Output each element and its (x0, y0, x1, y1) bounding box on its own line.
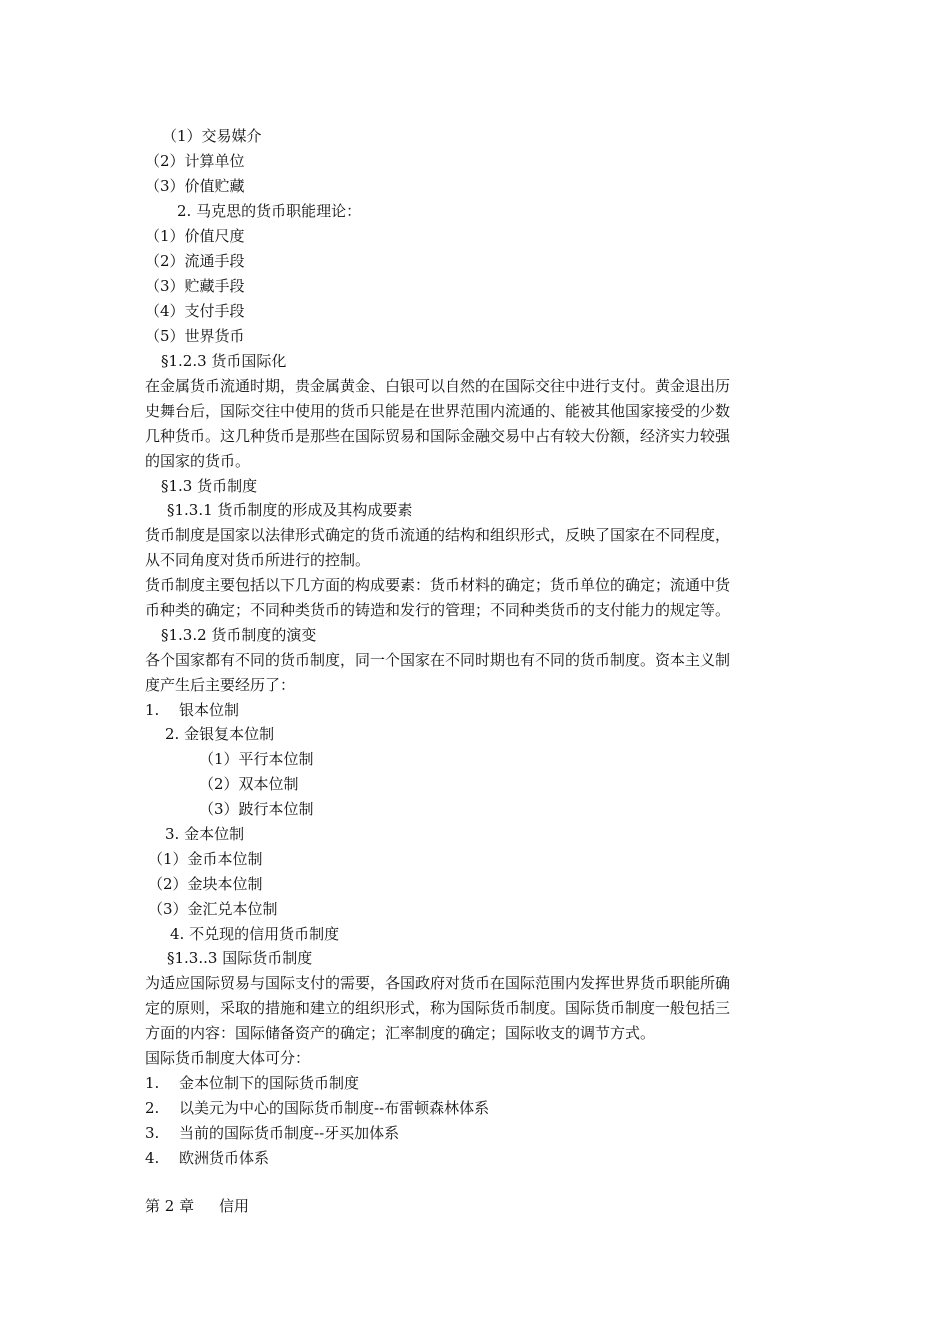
list-item: （4）支付手段 (145, 302, 245, 320)
section-heading: §1.3 货币制度 (161, 477, 258, 495)
list-item: （1）平行本位制 (199, 750, 314, 768)
list-number: 1. (145, 701, 160, 719)
paragraph-line: 各个国家都有不同的货币制度，同一个国家在不同时期也有不同的货币制度。资本主义制 (145, 651, 731, 669)
paragraph (145, 650, 815, 700)
list-item (145, 1123, 399, 1143)
list-item: （3）金汇兑本位制 (148, 900, 278, 918)
list-item: （2）双本位制 (199, 775, 299, 793)
list-item: （1）交易媒介 (162, 127, 262, 145)
paragraph-line: 几种货币。这几种货币是那些在国际贸易和国际金融交易中占有较大份额，经济实力较强 (145, 427, 731, 445)
section-heading: §1.2.3 货币国际化 (161, 352, 287, 370)
list-item: （2）计算单位 (145, 152, 245, 170)
list-item: （2）流通手段 (145, 252, 245, 270)
list-item: 2. 金银复本位制 (165, 725, 275, 743)
list-text: 以美元为中心的国际货币制度--布雷顿森林体系 (179, 1099, 490, 1117)
list-number: 4. (145, 1149, 160, 1167)
paragraph (145, 376, 815, 476)
paragraph (145, 973, 815, 1048)
list-item (145, 1148, 269, 1168)
paragraph-line: 史舞台后，国际交往中使用的货币只能是在世界范围内流通的、能被其他国家接受的少数 (145, 402, 731, 420)
paragraph (145, 575, 815, 625)
chapter-number: 第 2 章 (145, 1197, 195, 1215)
paragraph-line: 方面的内容：国际储备资产的确定；汇率制度的确定；国际收支的调节方式。 (145, 1024, 656, 1042)
list-item: 4. 不兑现的信用货币制度 (170, 925, 340, 943)
list-text: 银本位制 (179, 701, 240, 719)
list-item: （1）价值尺度 (145, 227, 245, 245)
section-heading: §1.3.1 货币制度的形成及其构成要素 (167, 501, 413, 519)
paragraph-line: 国际货币制度大体可分： (145, 1049, 311, 1067)
list-number: 1. (145, 1074, 160, 1092)
list-item: （1）金币本位制 (148, 850, 263, 868)
list-item: 3. 金本位制 (165, 825, 245, 843)
paragraph-line: 币种类的确定；不同种类货币的铸造和发行的管理；不同种类货币的支付能力的规定等。 (145, 601, 731, 619)
paragraph-line: 的国家的货币。 (145, 452, 251, 470)
list-number: 2. (145, 1099, 160, 1117)
paragraph-line: 货币制度主要包括以下几方面的构成要素：货币材料的确定；货币单位的确定；流通中货 (145, 576, 731, 594)
section-heading: §1.3.2 货币制度的演变 (161, 626, 317, 644)
list-text: 当前的国际货币制度--牙买加体系 (179, 1124, 400, 1142)
paragraph-line: 为适应国际贸易与国际支付的需要，各国政府对货币在国际范围内发挥世界货币职能所确 (145, 974, 731, 992)
section-heading: §1.3..3 国际货币制度 (167, 949, 313, 967)
paragraph-line: 定的原则，采取的措施和建立的组织形式，称为国际货币制度。国际货币制度一般包括三 (145, 999, 731, 1017)
paragraph-line: 在金属货币流通时期，贵金属黄金、白银可以自然的在国际交往中进行支付。黄金退出历 (145, 377, 731, 395)
list-item: （3）跛行本位制 (199, 800, 314, 818)
list-item: （2）金块本位制 (148, 875, 263, 893)
subheading: 2. 马克思的货币职能理论： (177, 202, 362, 220)
list-item (145, 700, 239, 720)
list-text: 欧洲货币体系 (179, 1149, 270, 1167)
list-item (145, 1073, 359, 1093)
paragraph-line: 从不同角度对货币所进行的控制。 (145, 551, 371, 569)
list-text: 金本位制下的国际货币制度 (179, 1074, 360, 1092)
paragraph-line: 货币制度是国家以法律形式确定的货币流通的结构和组织形式，反映了国家在不同程度， (145, 526, 731, 544)
list-item: （3）价值贮藏 (145, 177, 245, 195)
chapter-title: 信用 (219, 1197, 250, 1215)
paragraph (145, 525, 815, 575)
list-item (145, 1098, 489, 1118)
list-item: （3）贮藏手段 (145, 277, 245, 295)
list-number: 3. (145, 1124, 160, 1142)
list-item: （5）世界货币 (145, 327, 245, 345)
chapter-heading (145, 1196, 249, 1216)
paragraph-line: 度产生后主要经历了： (145, 676, 296, 694)
